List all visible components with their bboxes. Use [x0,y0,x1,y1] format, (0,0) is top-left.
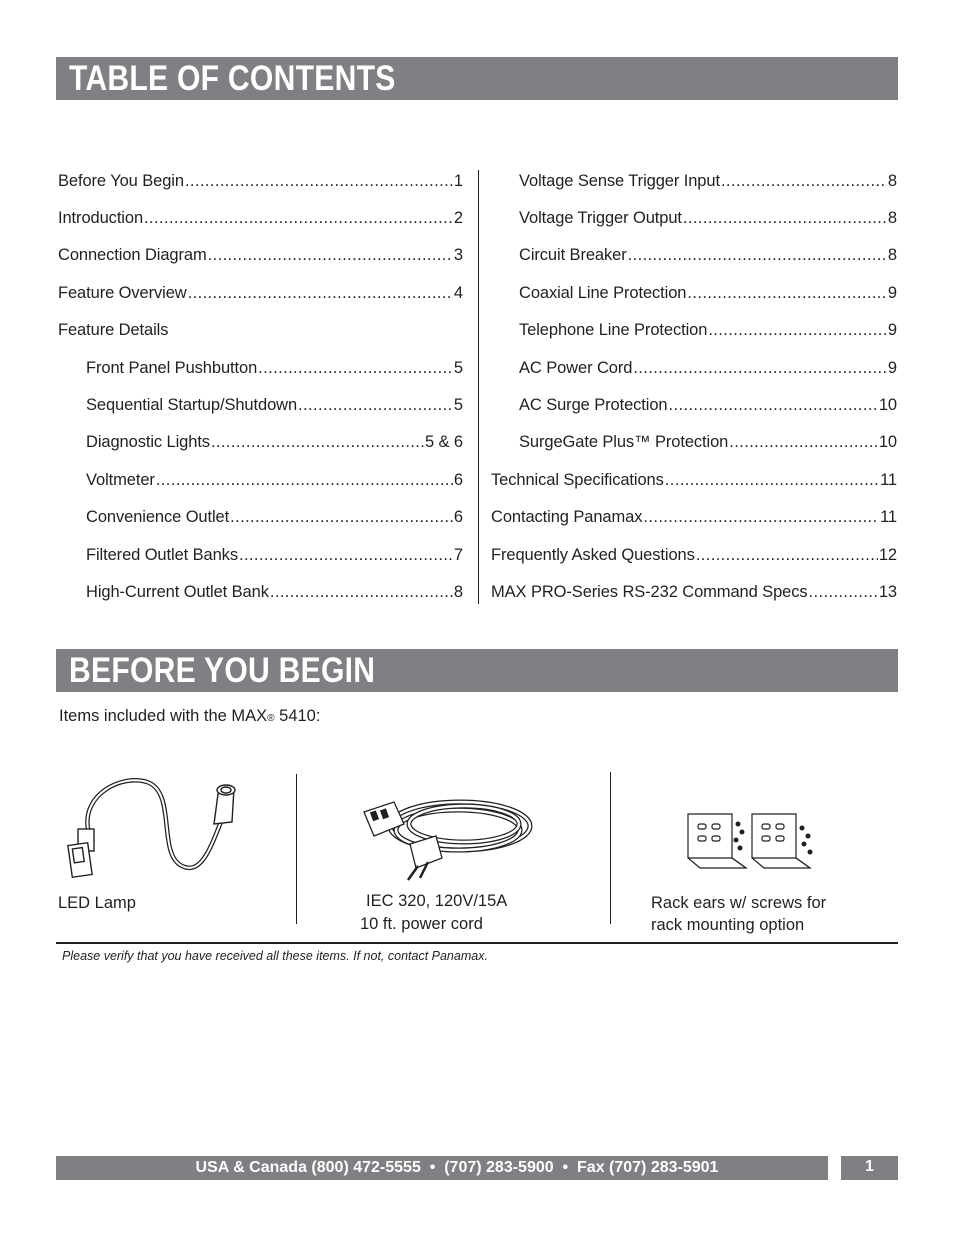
toc-entry [86,581,463,603]
toc-entry-page: 10 [878,396,897,414]
verify-note: Please verify that you have received all these items. If not, contact Panamax. [62,949,488,963]
toc-entry-label: AC Surge Protection [519,396,668,414]
toc-leader-dots [211,431,424,453]
before-you-begin-heading: BEFORE YOU BEGIN [69,651,376,690]
led-lamp-image [62,774,252,884]
power-cord-caption-line1: IEC 320, 120V/15A [366,892,508,910]
toc-leader-dots [188,282,453,304]
toc-entry-page: 10 [878,433,897,451]
toc-entry-label: Diagnostic Lights [86,433,210,451]
toc-entry-page: 11 [880,508,897,526]
toc-heading-bar [56,57,898,100]
toc-entry [519,170,897,192]
toc-entry-label: Telephone Line Protection [519,321,708,339]
toc-leader-dots [665,469,879,491]
toc-entry-page: 11 [880,471,897,489]
toc-entry-page: 6 [453,508,463,526]
toc-leader-dots [156,469,453,491]
toc-entry-page: 3 [453,246,463,264]
toc-entry [491,544,897,566]
rack-ears-caption-line1: Rack ears w/ screws for [651,894,827,912]
toc-entry-label: Frequently Asked Questions [491,546,695,564]
toc-entry [519,244,897,266]
toc-entry [58,282,463,304]
toc-entry-page: 8 [453,583,463,601]
item-divider-2 [610,772,611,924]
toc-entry-label: High-Current Outlet Bank [86,583,269,601]
toc-entry-label: Voltmeter [86,471,155,489]
toc-entry [86,431,463,453]
toc-entry-label: Coaxial Line Protection [519,284,687,302]
toc-entry [58,207,463,229]
item-divider-1 [296,774,297,924]
toc-entry [519,207,897,229]
toc-entry-page: 13 [878,583,897,601]
toc-leader-dots [230,506,453,528]
toc-entry [491,506,897,528]
toc-entry-label: Feature Details [58,321,169,339]
toc-entry-label: Connection Diagram [58,246,207,264]
toc-heading: TABLE OF CONTENTS [69,59,396,98]
toc-leader-dots [669,394,878,416]
toc-entry [86,394,463,416]
toc-entry-page: 9 [887,284,897,302]
registered-mark: ® [267,713,275,724]
toc-entry [519,319,897,341]
toc-entry [519,394,897,416]
toc-leader-dots [258,357,453,379]
toc-entry-page: 12 [878,546,897,564]
toc-entry-page: 6 [453,471,463,489]
toc-entry [519,431,897,453]
toc-leader-dots [185,170,453,192]
toc-entry [491,581,897,603]
toc-entry [86,469,463,491]
toc-entry-label: Introduction [58,209,144,227]
toc-entry-page: 9 [887,321,897,339]
toc-entry-page: 1 [453,172,463,190]
toc-entry-page: 8 [887,246,897,264]
rack-ears-image [684,808,820,876]
items-rule [56,942,898,944]
toc-entry-page: 7 [453,546,463,564]
toc-leader-dots [643,506,879,528]
toc-leader-dots [144,207,453,229]
page-number: 1 [865,1158,874,1175]
toc-entry-label: Convenience Outlet [86,508,230,526]
toc-entry-page: 8 [887,172,897,190]
toc-leader-dots [729,431,878,453]
toc-entry-page: 5 [453,359,463,377]
toc-entry-label: Before You Begin [58,172,184,190]
toc-entry-label: Feature Overview [58,284,187,302]
toc-leader-dots [708,319,887,341]
toc-column-divider [478,170,479,604]
power-cord-caption-line2: 10 ft. power cord [360,915,483,933]
toc-entry-label: Front Panel Pushbutton [86,359,258,377]
toc-entry-label: AC Power Cord [519,359,633,377]
toc-entry [519,357,897,379]
toc-entry-page: 5 [453,396,463,414]
page-number-box [841,1156,898,1180]
toc-entry-label: Circuit Breaker [519,246,627,264]
toc-entry [519,282,897,304]
toc-entry [86,357,463,379]
toc-entry [86,506,463,528]
toc-leader-dots [687,282,887,304]
footer-contact-bar [56,1156,828,1180]
toc-leader-dots [633,357,887,379]
toc-entry [86,544,463,566]
toc-entry-label: MAX PRO-Series RS-232 Command Specs [491,583,808,601]
toc-leader-dots [239,544,453,566]
toc-entry-label: Technical Specifications [491,471,664,489]
power-cord-image [360,784,536,882]
toc-entry [58,319,463,341]
before-you-begin-heading-bar [56,649,898,692]
toc-leader-dots [628,244,887,266]
toc-entry-label: Contacting Panamax [491,508,643,526]
toc-entry-label: Filtered Outlet Banks [86,546,238,564]
toc-leader-dots [696,544,878,566]
toc-entry-label: Sequential Startup/Shutdown [86,396,298,414]
toc-entry-page: 4 [453,284,463,302]
toc-entry-page: 8 [887,209,897,227]
toc-entry-page: 9 [887,359,897,377]
items-intro [59,705,320,730]
toc-leader-dots [809,581,878,603]
rack-ears-caption-line2: rack mounting option [651,916,805,934]
toc-entry-label: Voltage Sense Trigger Input [519,172,720,190]
toc-leader-dots [208,244,453,266]
footer-contact: USA & Canada (800) 472-5555 • (707) 283-5900 • Fax (707) 283-5901 [195,1159,719,1176]
toc-entry-label: Voltage Trigger Output [519,209,682,227]
toc-leader-dots [298,394,453,416]
toc-entry-label: SurgeGate Plus™ Protection [519,433,729,451]
toc-leader-dots [721,170,887,192]
toc-entry [58,170,463,192]
toc-entry-page: 5 & 6 [424,433,463,451]
led-lamp-caption: LED Lamp [58,894,136,912]
toc-leader-dots [270,581,453,603]
toc-entry-page: 2 [453,209,463,227]
toc-entry [58,244,463,266]
toc-entry [491,469,897,491]
items-intro-model: 5410: [274,707,321,725]
items-intro-text: Items included with the MAX [59,707,268,725]
toc-leader-dots [683,207,887,229]
